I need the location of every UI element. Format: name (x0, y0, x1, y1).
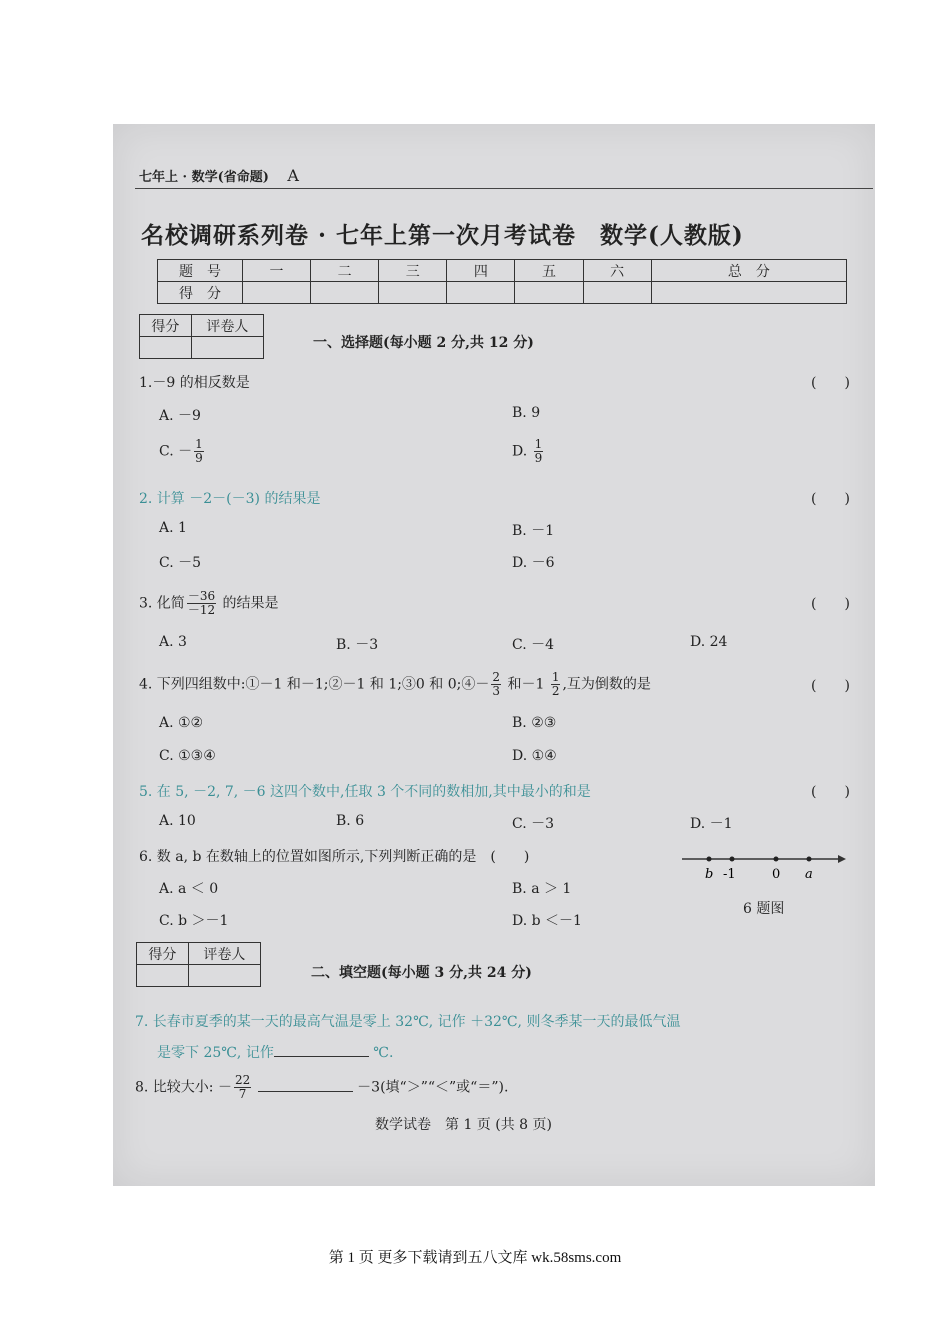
q1-c-prefix: C. － (159, 443, 193, 460)
q3-stem (139, 590, 279, 617)
axis-label-b: b (705, 867, 714, 882)
q4-fraction-1 (491, 671, 501, 698)
q7-answer-blank[interactable] (274, 1044, 369, 1057)
grader-cell (191, 337, 263, 359)
grader-box-1 (139, 314, 264, 359)
score-table-row2-label: 得 分 (158, 282, 243, 304)
q4-fraction-2 (551, 671, 561, 698)
grader-box-2 (136, 942, 261, 987)
q5-option-d: D. －1 (690, 816, 733, 832)
q2-option-a: A. 1 (159, 520, 187, 536)
fraction-numerator: 1 (534, 437, 543, 451)
point-neg1-dot (730, 857, 735, 862)
section2-heading: 二、填空题(每小题 3 分,共 24 分) (311, 965, 532, 981)
grader-name-label: 评卷人 (191, 315, 263, 337)
q6-number-line-figure (678, 848, 850, 882)
grader-score-label: 得分 (137, 943, 189, 965)
q3-stem-end: 的结果是 (222, 595, 279, 612)
q1-option-c (159, 438, 206, 465)
fraction-denominator: 9 (195, 451, 203, 465)
score-col-6: 六 (583, 260, 651, 282)
q6-option-a: A. a ＜ 0 (159, 881, 219, 897)
q7-unit: ℃. (373, 1045, 394, 1061)
score-cell (583, 282, 651, 304)
q4-option-b: B. ②③ (512, 715, 557, 731)
q2-option-c: C. －5 (159, 555, 202, 571)
q8-answer-blank[interactable] (258, 1079, 353, 1092)
fraction-denominator: 7 (238, 1087, 247, 1101)
number-line-arrow-icon (838, 855, 846, 863)
q6-option-c: C. b ＞－1 (159, 913, 229, 929)
q1-answer-paren: ( ) (811, 375, 850, 391)
fraction-numerator: 22 (234, 1073, 251, 1087)
q3-stem-start: 3. 化简 (139, 595, 185, 612)
section1-heading: 一、选择题(每小题 2 分,共 12 分) (313, 335, 534, 351)
paper-series-label (139, 166, 299, 185)
score-cell (243, 282, 311, 304)
q3-fraction (187, 590, 216, 617)
q5-answer-paren: ( ) (811, 784, 850, 800)
score-col-2: 二 (311, 260, 379, 282)
q7-line2-text: 是零下 25℃, 记作 (157, 1045, 274, 1061)
q3-option-a: A. 3 (159, 634, 187, 650)
score-cell (651, 282, 846, 304)
header-rule (135, 188, 873, 189)
exam-title: 名校调研系列卷 · 七年上第一次月考试卷 数学(人教版) (141, 222, 744, 249)
q8-stem-end: －3(填“＞”“＜”或“＝”). (357, 1079, 509, 1096)
score-table (157, 259, 847, 304)
q3-option-c: C. －4 (512, 637, 555, 653)
fraction-denominator: 2 (551, 684, 560, 698)
series-text: 七年上 · 数学(省命题) (139, 170, 269, 185)
q4-stem (139, 671, 651, 698)
point-a-dot (807, 857, 812, 862)
fraction-numerator: 1 (195, 437, 203, 451)
point-b-dot (707, 857, 712, 862)
q7-line1: 7. 长春市夏季的某一天的最高气温是零上 32℃, 记作 ＋32℃, 则冬季某一天的最低气温 (135, 1014, 681, 1030)
q4-stem-end: ,互为倒数的是 (562, 676, 651, 693)
q5-option-a: A. 10 (159, 813, 196, 829)
q4-stem-start: 4. 下列四组数中:①－1 和－1;②－1 和 1;③0 和 0;④－ (139, 676, 490, 693)
q6-option-d: D. b ＜－1 (512, 913, 582, 929)
q3-answer-paren: ( ) (811, 596, 850, 612)
axis-label-a: a (805, 867, 813, 882)
q2-option-d: D. －6 (512, 555, 555, 571)
q4-option-a: A. ①② (159, 715, 204, 731)
axis-label-neg1: -1 (723, 867, 736, 882)
q1-option-d (512, 438, 545, 465)
q3-option-b: B. －3 (336, 637, 379, 653)
score-col-4: 四 (447, 260, 515, 282)
score-cell (311, 282, 379, 304)
q7-line2 (157, 1042, 393, 1062)
score-col-3: 三 (379, 260, 447, 282)
point-zero-dot (774, 857, 779, 862)
q8-stem (135, 1074, 508, 1101)
q8-stem-start: 8. 比较大小: － (135, 1079, 232, 1096)
axis-label-zero: 0 (772, 867, 781, 882)
fraction-denominator: 3 (492, 684, 501, 698)
q6-stem: 6. 数 a, b 在数轴上的位置如图所示,下列判断正确的是 ( ) (139, 849, 530, 865)
q4-stem-mid: 和－1 (507, 676, 545, 693)
fraction-denominator: －12 (187, 603, 216, 617)
q5-option-c: C. －3 (512, 816, 555, 832)
site-footer: 第 1 页 更多下载请到五八文库 wk.58sms.com (328, 1250, 622, 1266)
grader-cell (140, 337, 192, 359)
fraction-denominator: 9 (534, 451, 543, 465)
q5-stem: 5. 在 5, －2, 7, －6 这四个数中,任取 3 个不同的数相加,其中最小的和是 (139, 784, 591, 800)
q1-stem: 1.－9 的相反数是 (139, 375, 250, 391)
score-col-5: 五 (515, 260, 583, 282)
q5-option-b: B. 6 (336, 813, 365, 829)
q6-figure-caption: 6 题图 (743, 901, 785, 917)
grader-cell (137, 965, 189, 987)
q1-d-prefix: D. (512, 443, 532, 460)
version-letter: A (287, 166, 299, 185)
q8-fraction (234, 1074, 251, 1101)
fraction-numerator: －36 (187, 589, 216, 603)
q6-option-b: B. a ＞ 1 (512, 881, 572, 897)
score-cell (447, 282, 515, 304)
fraction-numerator: 2 (492, 670, 501, 684)
q1-option-a: A. －9 (159, 408, 201, 424)
page-number-footer: 数学试卷 第 1 页 (共 8 页) (375, 1117, 552, 1133)
grader-name-label: 评卷人 (188, 943, 260, 965)
score-cell (379, 282, 447, 304)
q2-answer-paren: ( ) (811, 491, 850, 507)
q1-option-b: B. 9 (512, 405, 541, 421)
exam-paper-photo (113, 124, 875, 1186)
q1-d-fraction (534, 438, 544, 465)
q3-option-d: D. 24 (690, 634, 728, 650)
q4-answer-paren: ( ) (811, 678, 850, 694)
grader-score-label: 得分 (140, 315, 192, 337)
q4-option-c: C. ①③④ (159, 748, 216, 764)
q1-c-fraction (194, 438, 204, 465)
q2-option-b: B. －1 (512, 523, 555, 539)
q2-stem: 2. 计算 －2－(－3) 的结果是 (139, 491, 321, 507)
score-col-total: 总 分 (651, 260, 846, 282)
q4-option-d: D. ①④ (512, 748, 557, 764)
fraction-numerator: 1 (551, 670, 560, 684)
score-col-1: 一 (243, 260, 311, 282)
score-cell (515, 282, 583, 304)
score-table-row1-label: 题 号 (158, 260, 243, 282)
grader-cell (188, 965, 260, 987)
